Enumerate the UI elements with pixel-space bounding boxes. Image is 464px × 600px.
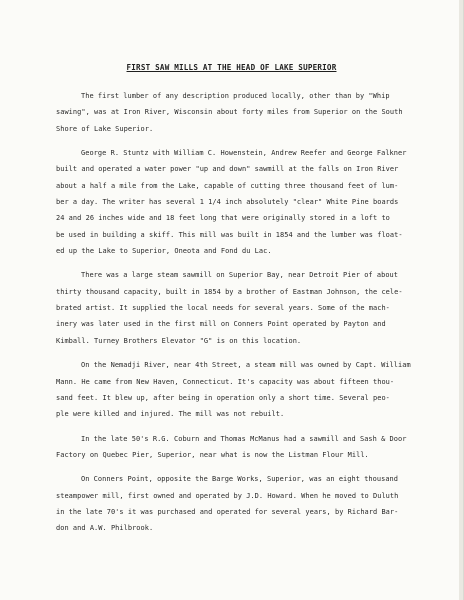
text-line: be used in building a skiff. This mill was built in 1854 and the lumber was float-	[56, 230, 403, 239]
text-line: thirty thousand capacity, built in 1854 by a brother of Eastman Johnson, the cele-	[56, 287, 403, 296]
paragraph-nemadji-mill	[56, 357, 448, 422]
text-line: steampower mill, first owned and operated by J.D. Howard. When he moved to Duluth	[56, 491, 399, 500]
document-title: FIRST SAW MILLS AT THE HEAD OF LAKE SUPERIOR	[126, 63, 337, 72]
text-line: 24 and 26 inches wide and 18 feet long that were originally stored in a loft to	[56, 214, 390, 223]
text-line: don and A.W. Philbrook.	[56, 524, 154, 533]
text-line: Kimball. Turney Brothers Elevator "G" is on this location.	[56, 336, 302, 345]
text-line: Mann. He came from New Haven, Connecticut. It's capacity was about fifteen thou-	[56, 377, 395, 386]
text-line: inery was later used in the first mill on Conners Point operated by Payton and	[56, 320, 386, 329]
text-line: sawing", was at Iron River, Wisconsin about forty miles from Superior on the South	[56, 108, 403, 117]
paragraph-quebec-pier	[56, 431, 448, 464]
paragraph-conners-point	[56, 471, 448, 536]
text-line: ed up the Lake to Superior, Oneota and Fond du Lac.	[56, 247, 272, 256]
text-line: ber a day. The writer has several 1 1/4 inch absolutely "clear" White Pine boards	[56, 198, 399, 207]
text-line: built and operated a water power "up and down" sawmill at the falls on Iron River	[56, 165, 399, 174]
paragraph-superior-bay-mill	[56, 267, 448, 349]
page-edge-shadow	[459, 0, 463, 600]
text-line: Shore of Lake Superior.	[56, 124, 154, 133]
paragraph-iron-river-intro	[56, 88, 448, 137]
text-line: In the late 50's R.G. Coburn and Thomas McManus had a sawmill and Sash & Door	[81, 434, 407, 443]
text-line: Factory on Quebec Pier, Superior, near what is now the Listman Flour Mill.	[56, 450, 369, 459]
text-line: brated artist. It supplied the local needs for several years. Some of the mach-	[56, 304, 390, 313]
document-body	[56, 88, 448, 545]
text-line: On Conners Point, opposite the Barge Works, Superior, was an eight thousand	[81, 475, 399, 484]
text-line: in the late 70's it was purchased and operated for several years, by Richard Bar-	[56, 507, 399, 516]
text-line: sand feet. It blew up, after being in operation only a short time. Several peo-	[56, 393, 390, 402]
paragraph-stuntz-sawmill	[56, 145, 448, 259]
text-line: ple were killed and injured. The mill was not rebuilt.	[56, 410, 285, 419]
text-line: about a half a mile from the Lake, capable of cutting three thousand feet of lum-	[56, 181, 399, 190]
text-line: There was a large steam sawmill on Superior Bay, near Detroit Pier of about	[81, 271, 399, 280]
text-line: George R. Stuntz with William C. Howenstein, Andrew Reefer and George Falkner	[81, 149, 407, 158]
text-line: The first lumber of any description produced locally, other than by "Whip	[81, 92, 390, 100]
text-line: On the Nemadji River, near 4th Street, a steam mill was owned by Capt. William	[81, 361, 411, 370]
